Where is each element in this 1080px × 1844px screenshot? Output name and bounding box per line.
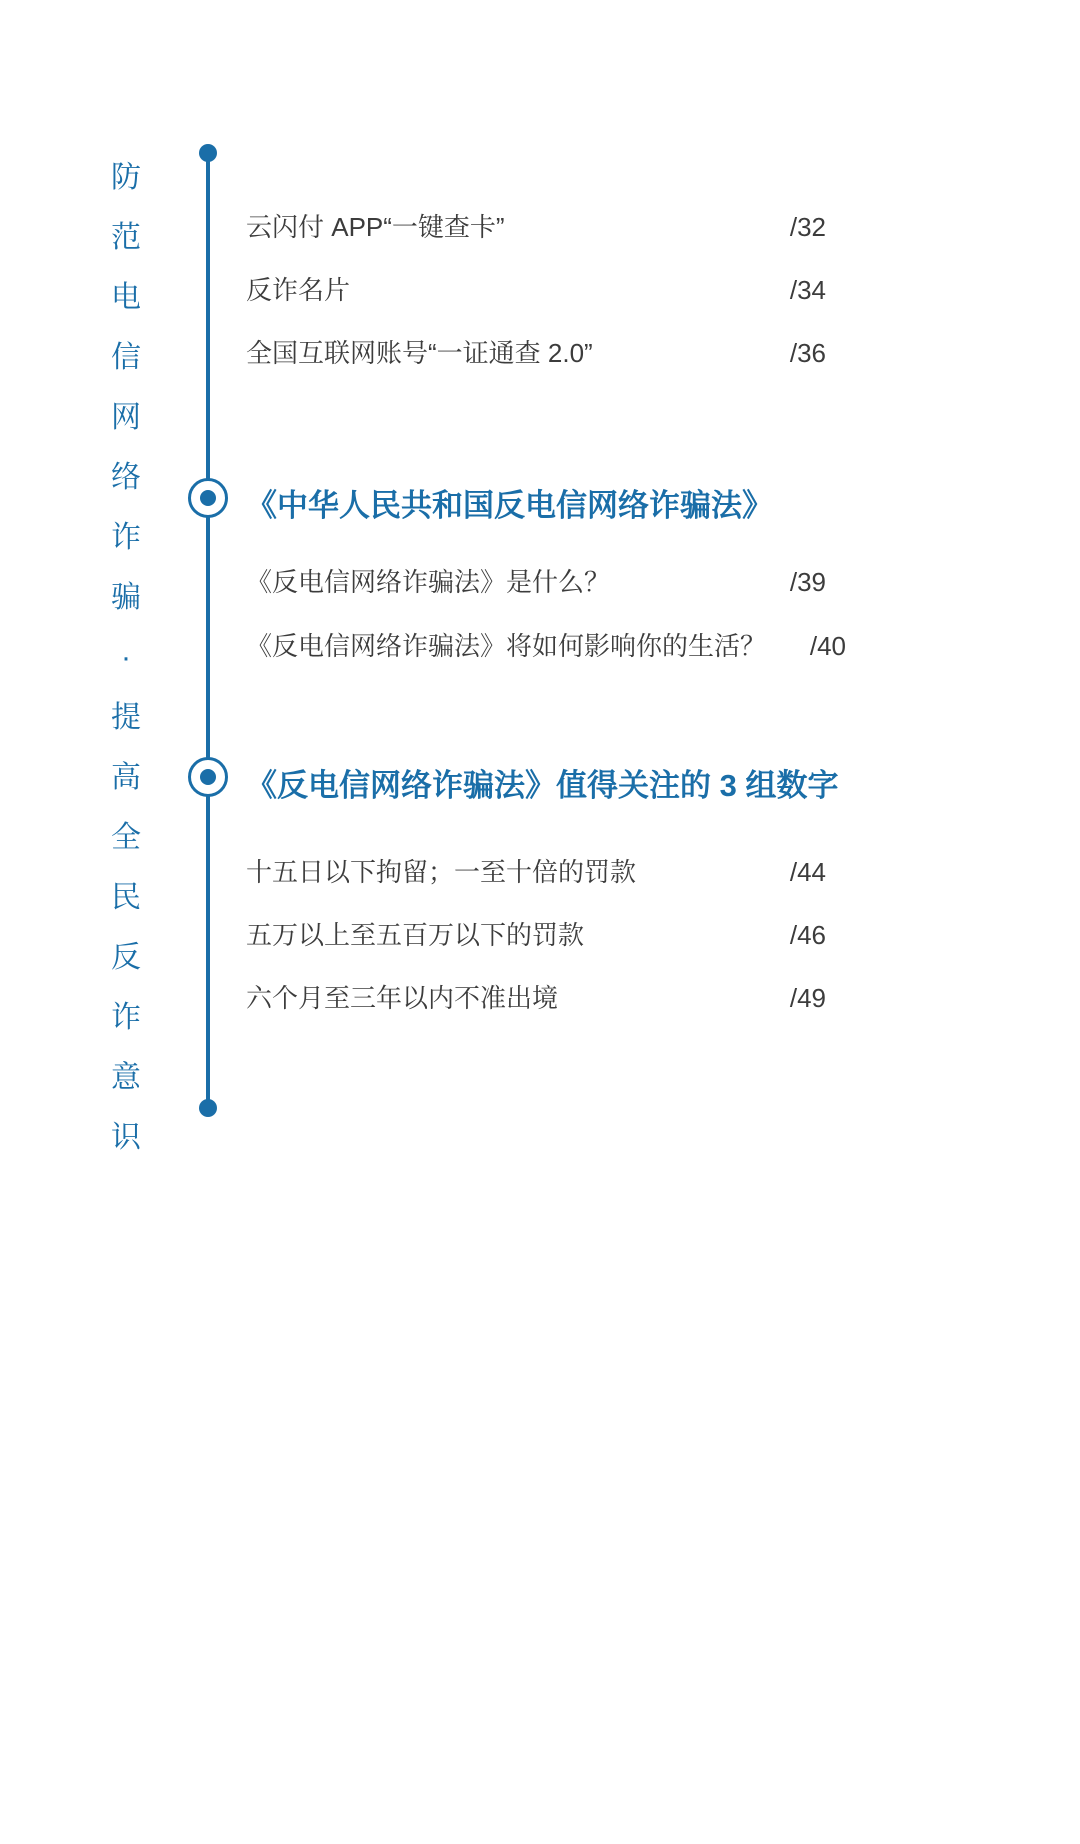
side-title-char: 意 [111, 1061, 141, 1094]
timeline-marker-section-2 [188, 757, 228, 797]
toc-entry-page: /46 [789, 920, 826, 950]
toc-entry-page: /39 [789, 567, 826, 597]
toc-entry[interactable] [246, 626, 846, 663]
vertical-book-title [96, 148, 156, 1168]
side-title-char: 网 [111, 401, 141, 434]
toc-entry-title: 反诈名片 [246, 275, 351, 305]
toc-entry-title: 全国互联网账号“一证通查 2.0” [246, 338, 593, 368]
toc-entry[interactable] [246, 978, 826, 1015]
toc-entry-title: 十五日以下拘留；一至十倍的罚款 [246, 857, 637, 887]
timeline-dot-bottom [199, 1099, 217, 1117]
side-title-char: 全 [111, 821, 141, 854]
timeline-marker-section-1 [188, 478, 228, 518]
timeline-line [206, 152, 210, 1108]
toc-entry[interactable] [246, 852, 826, 889]
toc-entry-title: 《反电信网络诈骗法》将如何影响你的生活？ [246, 631, 767, 661]
side-title-char: 范 [111, 221, 141, 254]
side-title-char: 高 [111, 761, 141, 794]
toc-entry-page: /32 [789, 212, 826, 242]
toc-section-heading[interactable]: 《反电信网络诈骗法》值得关注的 3 组数字 [246, 768, 839, 803]
toc-entry[interactable] [246, 207, 826, 244]
toc-entry-page: /44 [789, 857, 826, 887]
toc-entry-title: 云闪付 APP“一键查卡” [246, 212, 505, 242]
side-title-char: 识 [111, 1121, 141, 1154]
side-title-char: 电 [111, 281, 141, 314]
toc-entry-page: /40 [809, 631, 846, 661]
toc-entry[interactable] [246, 562, 826, 599]
toc-section-heading[interactable]: 《中华人民共和国反电信网络诈骗法》 [246, 488, 773, 523]
side-title-char: 提 [111, 701, 141, 734]
toc-entry[interactable] [246, 270, 826, 307]
toc-entry-page: /34 [789, 275, 826, 305]
side-title-char: 骗 [111, 581, 141, 614]
toc-entry-title: 六个月至三年以内不准出境 [246, 983, 559, 1013]
toc-entry-page: /36 [789, 338, 826, 368]
toc-entry[interactable] [246, 915, 826, 952]
side-title-char: 反 [111, 941, 141, 974]
side-title-char: 诈 [111, 1001, 141, 1034]
side-title-char: 信 [111, 341, 141, 374]
side-title-char: · [121, 641, 131, 674]
toc-entry-title: 《反电信网络诈骗法》是什么？ [246, 567, 611, 597]
side-title-char: 防 [111, 161, 141, 194]
side-title-char: 诈 [111, 521, 141, 554]
toc-entry-title: 五万以上至五百万以下的罚款 [246, 920, 585, 950]
side-title-char: 民 [111, 881, 141, 914]
toc-entry[interactable] [246, 333, 826, 370]
side-title-char: 络 [111, 461, 141, 494]
toc-entry-page: /49 [789, 983, 826, 1013]
timeline-dot-top [199, 144, 217, 162]
